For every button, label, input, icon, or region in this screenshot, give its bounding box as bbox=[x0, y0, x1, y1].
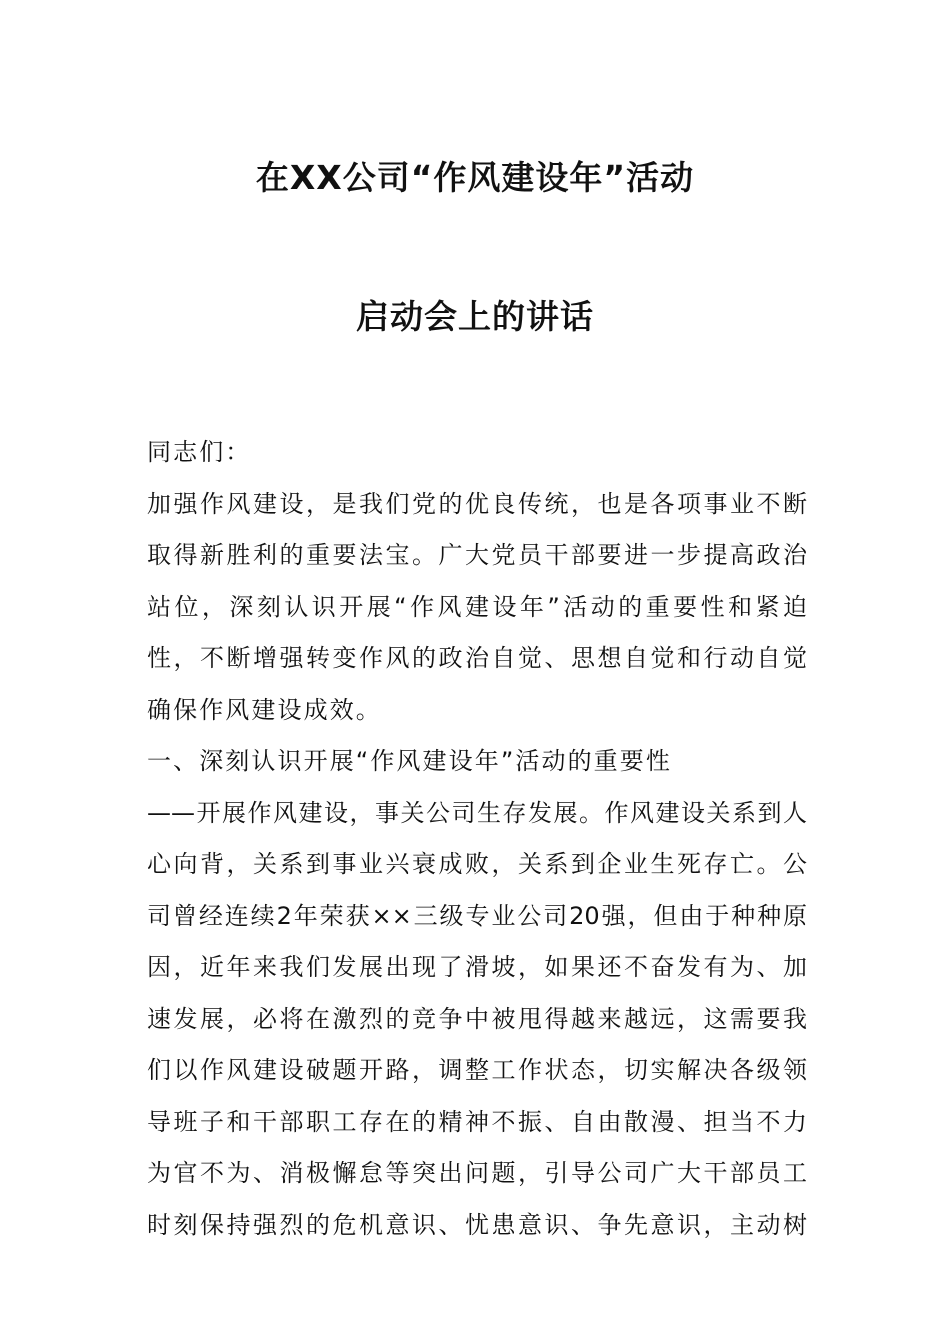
section-heading: 一、深刻认识开展“作风建设年”活动的重要性 bbox=[147, 747, 672, 775]
document-body bbox=[147, 427, 807, 1251]
document-title-line-1: 在XX公司“作风建设年”活动 bbox=[255, 158, 695, 197]
body-line: 速发展，必将在激烈的竞争中被甩得越来越远，这需要我 bbox=[147, 1004, 807, 1033]
body-line: 们以作风建设破题开路，调整工作状态，切实解决各级领 bbox=[147, 1056, 807, 1084]
body-line: 站位，深刻认识开展“作风建设年”活动的重要性和紧迫 bbox=[147, 592, 807, 621]
body-line: 性，不断增强转变作风的政治自觉、思想自觉和行动自觉 bbox=[147, 644, 807, 672]
body-line: 为官不为、消极懈怠等突出问题，引导公司广大干部员工 bbox=[147, 1159, 807, 1187]
body-line: ——开展作风建设，事关公司生存发展。作风建设关系到人 bbox=[147, 798, 807, 827]
body-line: 时刻保持强烈的危机意识、忧患意识、争先意识，主动树 bbox=[147, 1210, 807, 1239]
body-line: 确保作风建设成效。 bbox=[147, 695, 382, 724]
body-line: 导班子和干部职工存在的精神不振、自由散漫、担当不力 bbox=[147, 1107, 807, 1136]
body-line: 心向背，关系到事业兴衰成败，关系到企业生死存亡。公 bbox=[147, 850, 807, 878]
body-line: 取得新胜利的重要法宝。广大党员干部要进一步提高政治 bbox=[147, 541, 807, 569]
body-line: 因，近年来我们发展出现了滑坡，如果还不奋发有为、加 bbox=[147, 953, 807, 981]
body-line: 司曾经连续2年荣获××三级专业公司20强，但由于种种原 bbox=[147, 901, 807, 930]
body-line: 加强作风建设，是我们党的优良传统，也是各项事业不断 bbox=[147, 489, 807, 518]
salutation: 同志们： bbox=[147, 438, 252, 466]
document-title-line-2: 启动会上的讲话 bbox=[356, 297, 594, 336]
